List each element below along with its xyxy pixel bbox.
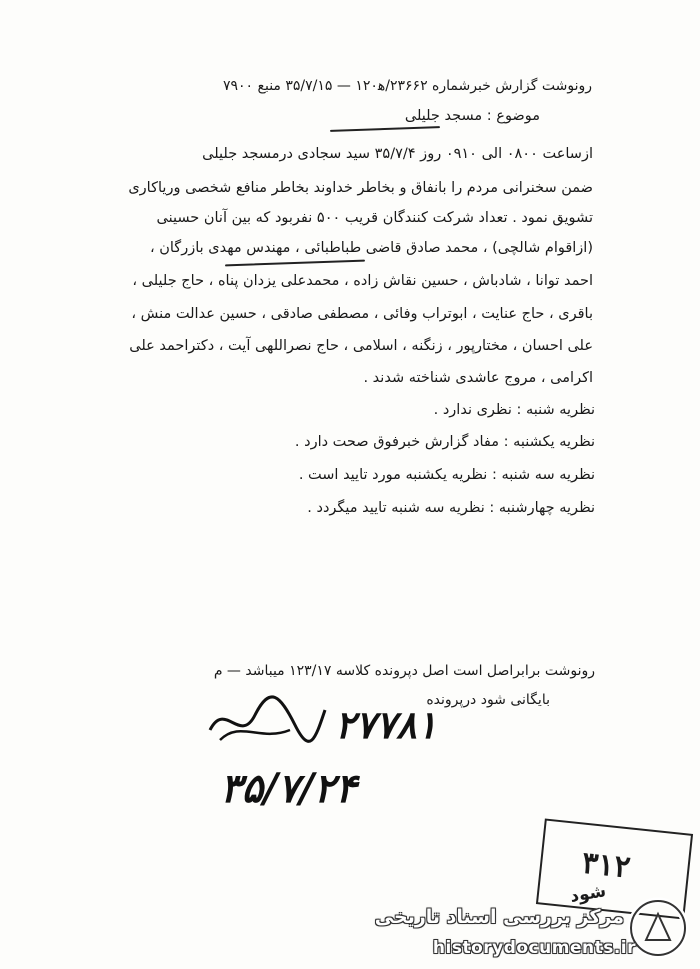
stamp-number: ۳۱۲	[580, 845, 633, 886]
name-underline	[225, 260, 365, 267]
body-line-4: (ازاقوام شالچی) ، محمد صادق قاضی طباطبائی ، مهندس مهدی بازرگان ،	[149, 240, 593, 256]
note-tuesday: نظریه سه شنبه : نظریه یکشنبه مورد تایید است .	[298, 467, 595, 483]
report-header: رونوشت گزارش خبرشماره ۲۳۶۶۲/ه‍۱۲۰ — ۳۵/۷/۱۵ منبع ۷۹۰۰	[222, 78, 592, 94]
body-line-7: علی احسان ، مختارپور ، زنگنه ، اسلامی ، حاج نصراللهی آیت ، دکتراحمد علی	[129, 338, 593, 354]
copy-certification-line: رونوشت برابراصل است اصل دپرونده کلاسه ۱۲۳/۱۷ میباشد — م	[213, 663, 595, 679]
body-line-8: اکرامی ، مروج عاشدی شناخته شدند .	[363, 370, 593, 386]
body-line-6: باقری ، حاج عنایت ، ابوتراب وفائی ، مصطفی صادقی ، حسین عدالت منش ،	[131, 306, 593, 322]
note-sunday: نظریه یکشنبه : مفاد گزارش خبرفوق صحت دارد .	[294, 434, 595, 450]
note-wednesday: نظریه چهارشنبه : نظریه سه شنبه تایید میگردد .	[307, 500, 595, 516]
body-line-2: ضمن سخنرانی مردم را بانفاق و بخاطر خداوند بخاطر منافع شخصی وریاکاری	[128, 180, 593, 196]
body-line-1: ازساعت ۰۸۰۰ الی ۰۹۱۰ روز ۳۵/۷/۴ سید سجادی درمسجد جلیلی	[202, 146, 593, 162]
body-line-5: احمد توانا ، شادباش ، حسین نقاش زاده ، محمدعلی یزدان پناه ، حاج جلیلی ،	[132, 273, 593, 289]
note-saturday: نظریه شنبه : نظری ندارد .	[433, 402, 595, 418]
subject-line: موضوع : مسجد جلیلی	[404, 108, 540, 124]
handwritten-scribble	[200, 690, 330, 750]
stamp-word: شود	[568, 881, 608, 907]
watermark-title: مرکز بررسی اسناد تاریخی	[374, 906, 624, 928]
subject-underline	[330, 126, 440, 132]
body-line-3: تشویق نمود . تعداد شرکت کنندگان قریب ۵۰۰ نفربود که بین آنان حسینی	[156, 210, 593, 226]
archive-line: بایگانی شود درپرونده	[426, 692, 550, 708]
handwritten-file-number: ۲۷۷۸۱	[335, 702, 438, 747]
handwritten-date: ۳۵/۷/۲۴	[220, 765, 357, 812]
watermark-url: historydocuments.ir	[432, 938, 636, 958]
